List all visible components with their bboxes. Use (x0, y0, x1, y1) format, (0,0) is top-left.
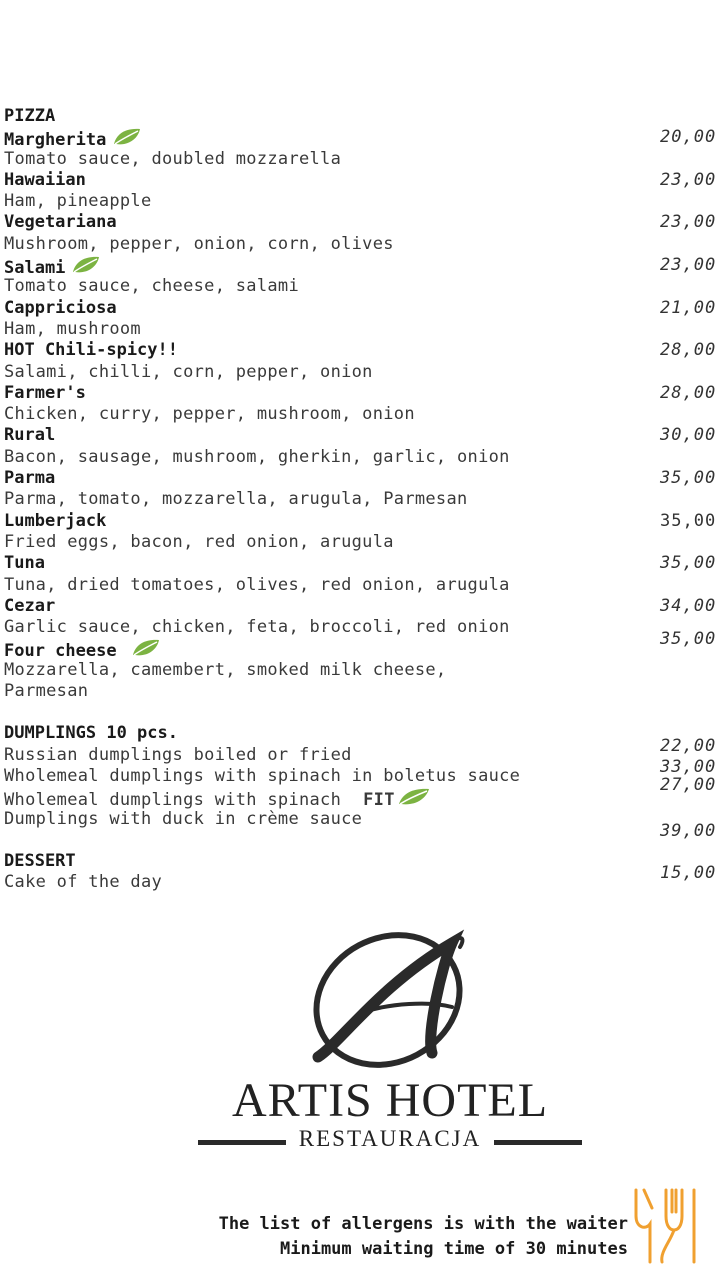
item-price: 20,00 (660, 127, 717, 148)
item-name: Farmer's (4, 382, 86, 403)
cutlery-icon (632, 1186, 704, 1270)
item-description: Cake of the day (4, 872, 163, 893)
item-price: 33,00 (660, 756, 717, 777)
item-price: 23,00 (660, 169, 717, 190)
item-price: 23,00 (660, 255, 717, 276)
item-name: Cezar (4, 595, 56, 616)
item-price: 21,00 (660, 297, 717, 318)
item-description: Chicken, curry, pepper, mushroom, onion (4, 404, 415, 425)
item-description: Mozzarella, camembert, smoked milk cheese, (4, 659, 447, 680)
logo-bar-right (494, 1140, 582, 1145)
item-name: Parma (4, 468, 56, 489)
section-title-dessert: DESSERT (4, 850, 76, 871)
item-price: 35,00 (660, 510, 717, 531)
item-price: 28,00 (660, 340, 717, 361)
logo-name: ARTIS HOTEL (231, 1074, 549, 1127)
fit-tag: FIT (363, 790, 395, 811)
item-description: Wholemeal dumplings with spinach in boletus sauce (4, 765, 521, 786)
menu (4, 106, 720, 893)
item-name: Tuna (4, 553, 45, 574)
menu-item (4, 808, 720, 841)
item-description: Ham, mushroom (4, 318, 141, 339)
item-price: 30,00 (660, 425, 717, 446)
item-price: 39,00 (660, 820, 717, 841)
item-name: Four cheese (4, 641, 117, 662)
item-description: Wholemeal dumplings with spinach (4, 790, 342, 811)
menu-item (4, 468, 720, 489)
item-description: Salami, chilli, corn, pepper, onion (4, 361, 373, 382)
item-price: 28,00 (660, 382, 717, 403)
waiting-time-note: Minimum waiting time of 30 minutes (280, 1239, 628, 1259)
item-name: Margherita (4, 130, 107, 151)
menu-item (4, 127, 720, 151)
item-price: 34,00 (660, 595, 717, 616)
monogram-icon (190, 925, 590, 1075)
item-description: Dumplings with duck in crème sauce (4, 808, 363, 829)
item-description: Garlic sauce, chicken, feta, broccoli, red onion (4, 617, 510, 638)
item-description: Tuna, dried tomatoes, olives, red onion, arugula (4, 574, 510, 595)
item-name: Hawaiian (4, 169, 86, 190)
item-description-continued: Parmesan (4, 681, 89, 702)
restaurant-logo (190, 925, 590, 1155)
menu-item (4, 596, 720, 617)
item-name: HOT Chili-spicy!! (4, 340, 178, 361)
item-price: 22,00 (660, 735, 717, 756)
section-title-dumplings: DUMPLINGS 10 pcs. (4, 723, 178, 744)
item-name: Salami (4, 258, 66, 279)
item-price: 35,00 (660, 629, 717, 650)
section-title-pizza: PIZZA (4, 106, 56, 126)
menu-item (4, 212, 720, 233)
item-description: Ham, pineapple (4, 191, 152, 212)
item-name: Lumberjack (4, 510, 107, 531)
menu-item (4, 170, 720, 191)
item-name: Cappriciosa (4, 297, 117, 318)
item-name: Vegetariana (4, 212, 117, 233)
menu-item (4, 863, 720, 893)
item-price: 27,00 (660, 775, 717, 796)
item-price: 35,00 (660, 553, 717, 574)
menu-item (4, 511, 720, 532)
menu-item (4, 340, 720, 361)
menu-item (4, 553, 720, 574)
menu-item (4, 756, 720, 787)
item-price: 23,00 (660, 212, 717, 233)
item-price: 15,00 (660, 863, 717, 884)
menu-item (4, 383, 720, 404)
item-description: Parma, tomato, mozzarella, arugula, Parmesan (4, 489, 468, 510)
item-price: 35,00 (660, 468, 717, 489)
item-description: Mushroom, pepper, onion, corn, olives (4, 233, 394, 254)
item-description: Russian dumplings boiled or fried (4, 744, 352, 765)
menu-item (4, 735, 720, 766)
logo-subtitle: RESTAURACJA (298, 1126, 482, 1151)
menu-item (4, 629, 720, 662)
menu-item (4, 255, 720, 279)
item-description: Tomato sauce, doubled mozzarella (4, 148, 342, 169)
allergens-note: The list of allergens is with the waiter (218, 1214, 628, 1234)
menu-item (4, 425, 720, 446)
menu-item (4, 298, 720, 319)
item-description: Tomato sauce, cheese, salami (4, 276, 299, 297)
item-description: Bacon, sausage, mushroom, gherkin, garlic, onion (4, 446, 510, 467)
item-description: Fried eggs, bacon, red onion, arugula (4, 531, 394, 552)
item-name: Rural (4, 425, 56, 446)
